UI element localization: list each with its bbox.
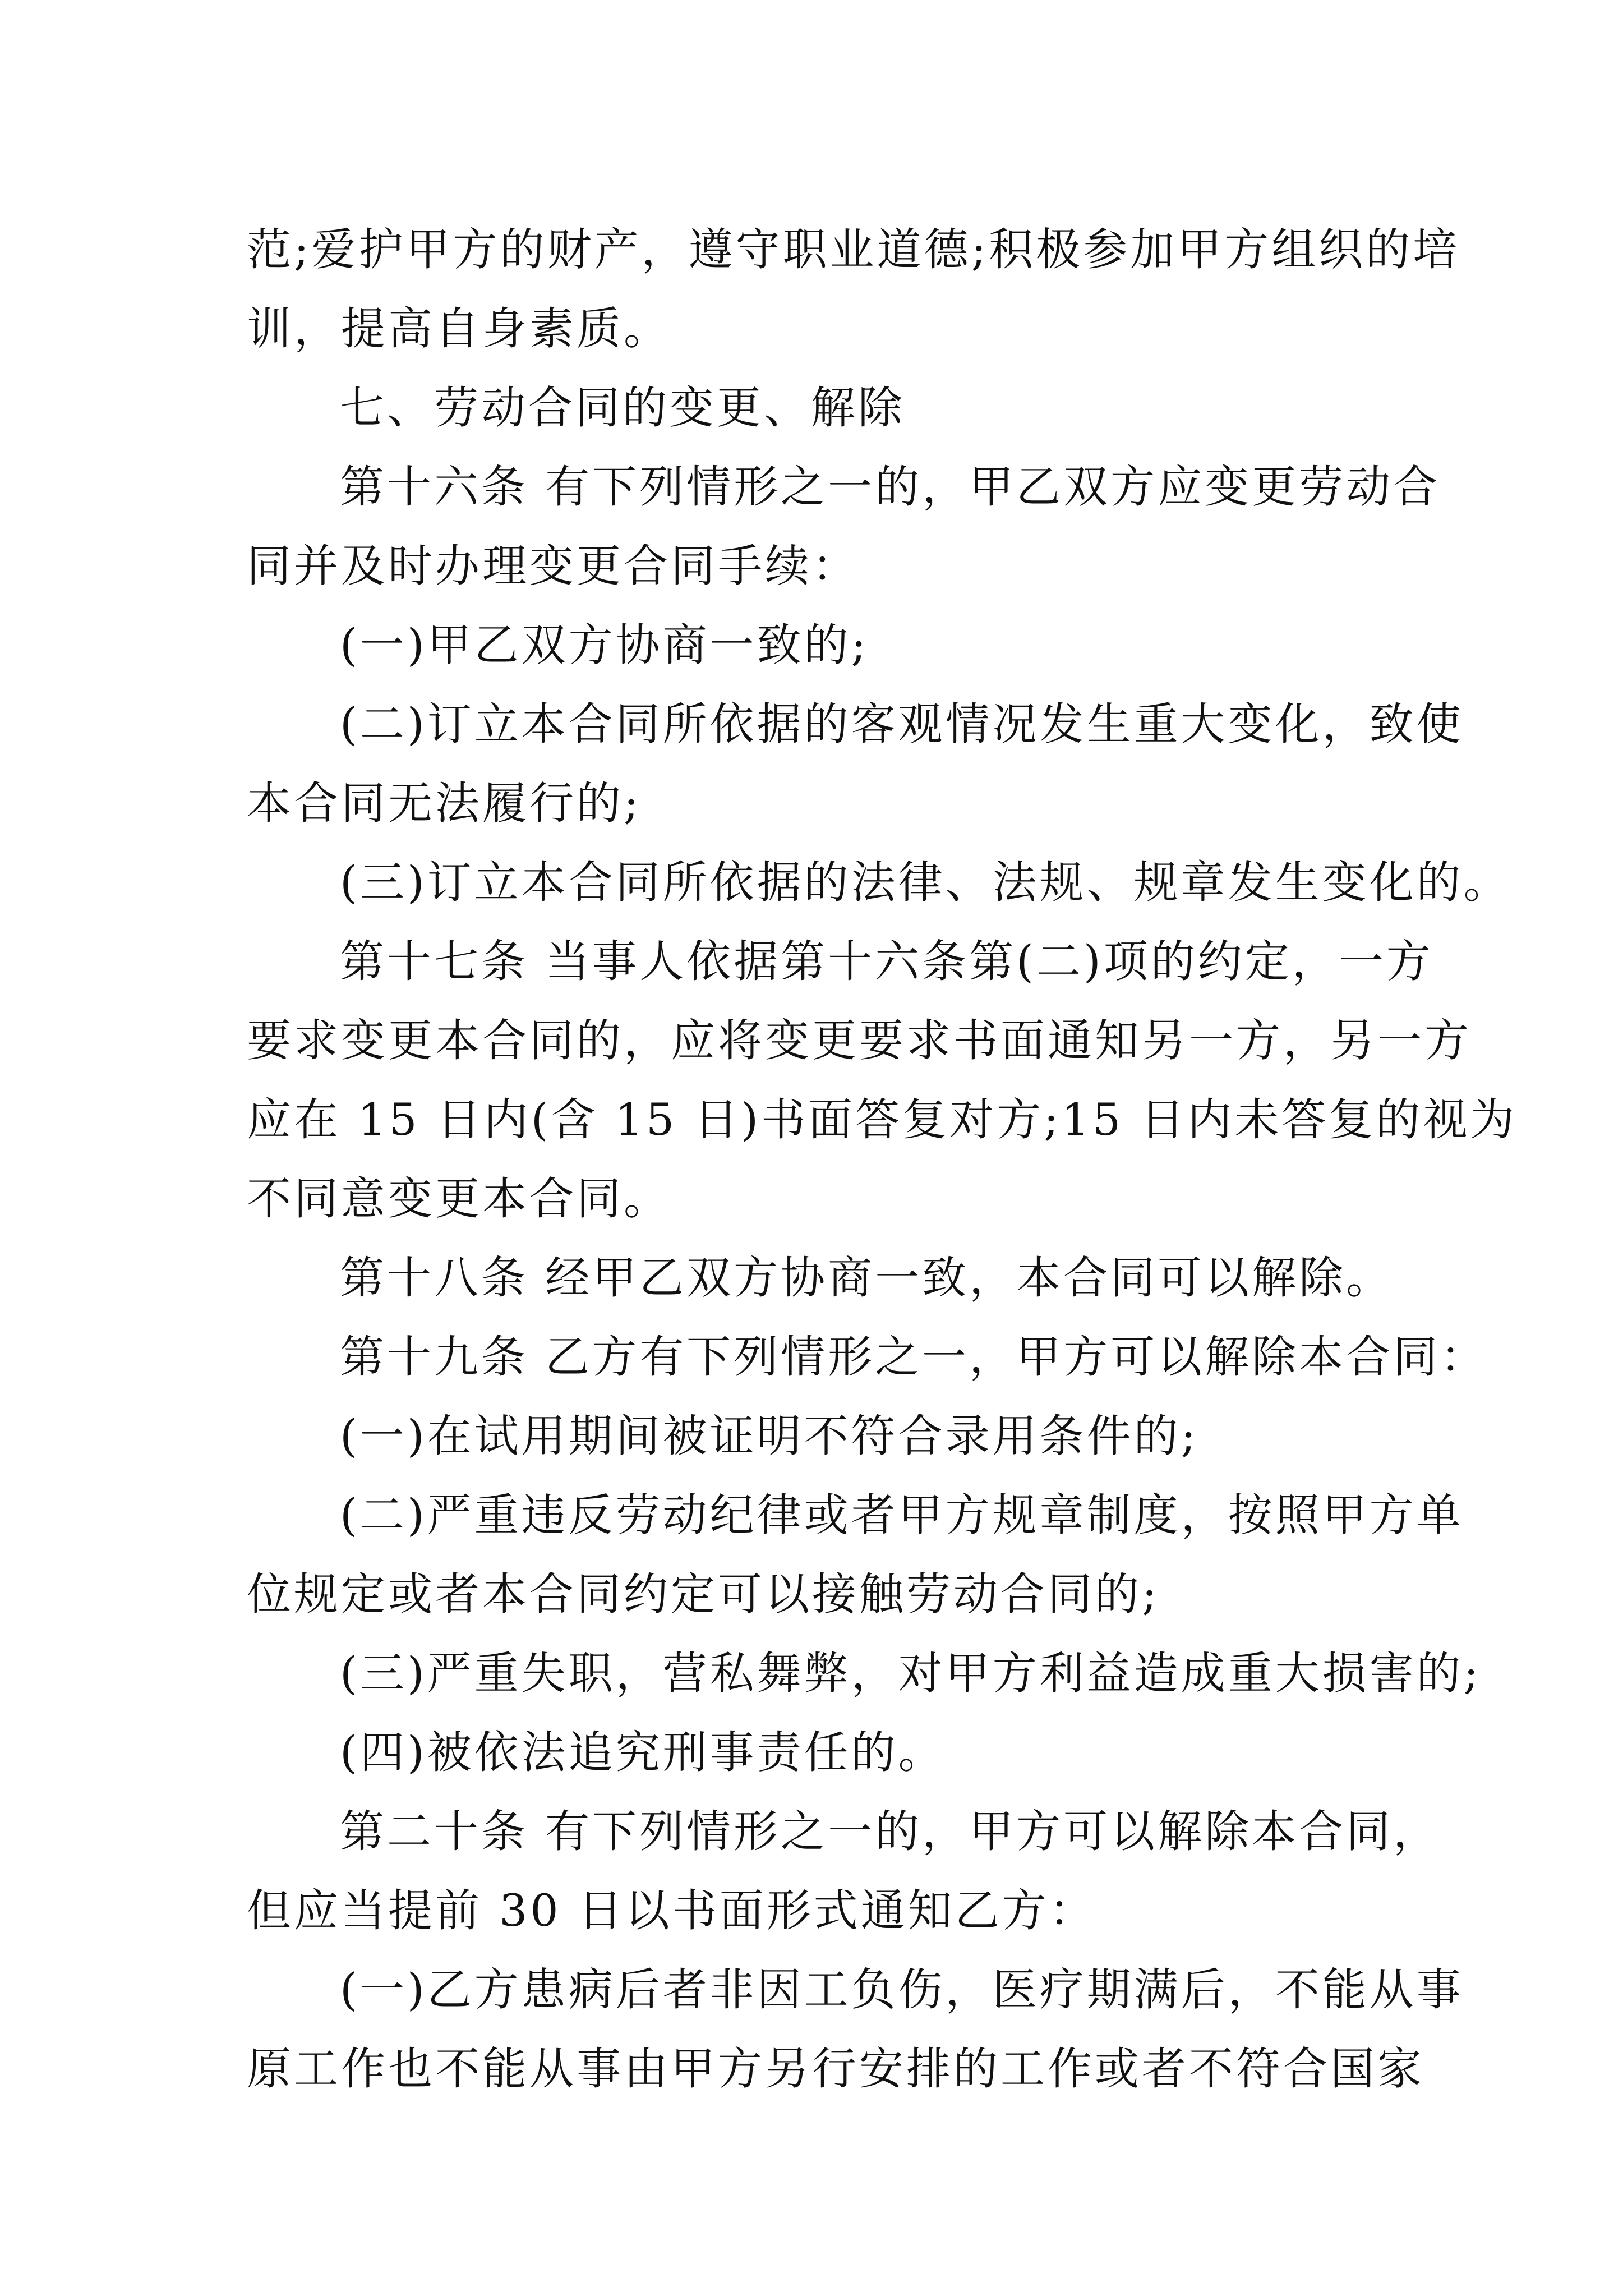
contract-text-body — [247, 210, 1518, 2109]
list-item: (二)严重违反劳动纪律或者甲方规章制度，按照甲方单 — [340, 1489, 1464, 1541]
article-16: 第十六条 有下列情形之一的，甲乙双方应变更劳动合 — [340, 461, 1441, 513]
list-item: (一)甲乙双方协商一致的; — [340, 619, 869, 671]
list-item: (二)订立本合同所依据的客观情况发生重大变化，致使 — [340, 698, 1464, 750]
list-item: (三)严重失职，营私舞弊，对甲方利益造成重大损害的; — [340, 1648, 1482, 1699]
list-item: (一)在试用期间被证明不符合录用条件的; — [340, 1410, 1199, 1462]
text-line: 范;爱护甲方的财产，遵守职业道德;积极参加甲方组织的培 — [247, 224, 1460, 275]
text-line: 要求变更本合同的，应将变更要求书面通知另一方，另一方 — [247, 1015, 1472, 1066]
text-line: 本合同无法履行的; — [247, 777, 642, 829]
text-line: 位规定或者本合同约定可以接触劳动合同的; — [247, 1568, 1160, 1620]
list-item: (四)被依法追究刑事责任的。 — [340, 1727, 946, 1778]
article-17: 第十七条 当事人依据第十六条第(二)项的约定，一方 — [340, 936, 1433, 987]
article-19: 第十九条 乙方有下列情形之一，甲方可以解除本合同： — [340, 1331, 1488, 1383]
section-heading: 七、劳动合同的变更、解除 — [340, 382, 905, 434]
text-line: 但应当提前 30 日以书面形式通知乙方： — [247, 1885, 1096, 1936]
text-line: 原工作也不能从事由甲方另行安排的工作或者不符合国家 — [247, 2043, 1424, 2095]
article-20: 第二十条 有下列情形之一的，甲方可以解除本合同， — [340, 1806, 1441, 1857]
list-item: (三)订立本合同所依据的法律、法规、规章发生变化的。 — [340, 857, 1511, 908]
article-18: 第十八条 经甲乙双方协商一致，本合同可以解除。 — [340, 1252, 1394, 1304]
list-item: (一)乙方患病后者非因工负伤，医疗期满后，不能从事 — [340, 1964, 1464, 2016]
text-line: 不同意变更本合同。 — [247, 1173, 671, 1225]
text-line: 应在 15 日内(含 15 日)书面答复对方;15 日内未答复的视为 — [247, 1094, 1518, 1145]
text-line: 同并及时办理变更合同手续： — [247, 540, 859, 592]
text-line: 训，提高自身素质。 — [247, 303, 671, 355]
